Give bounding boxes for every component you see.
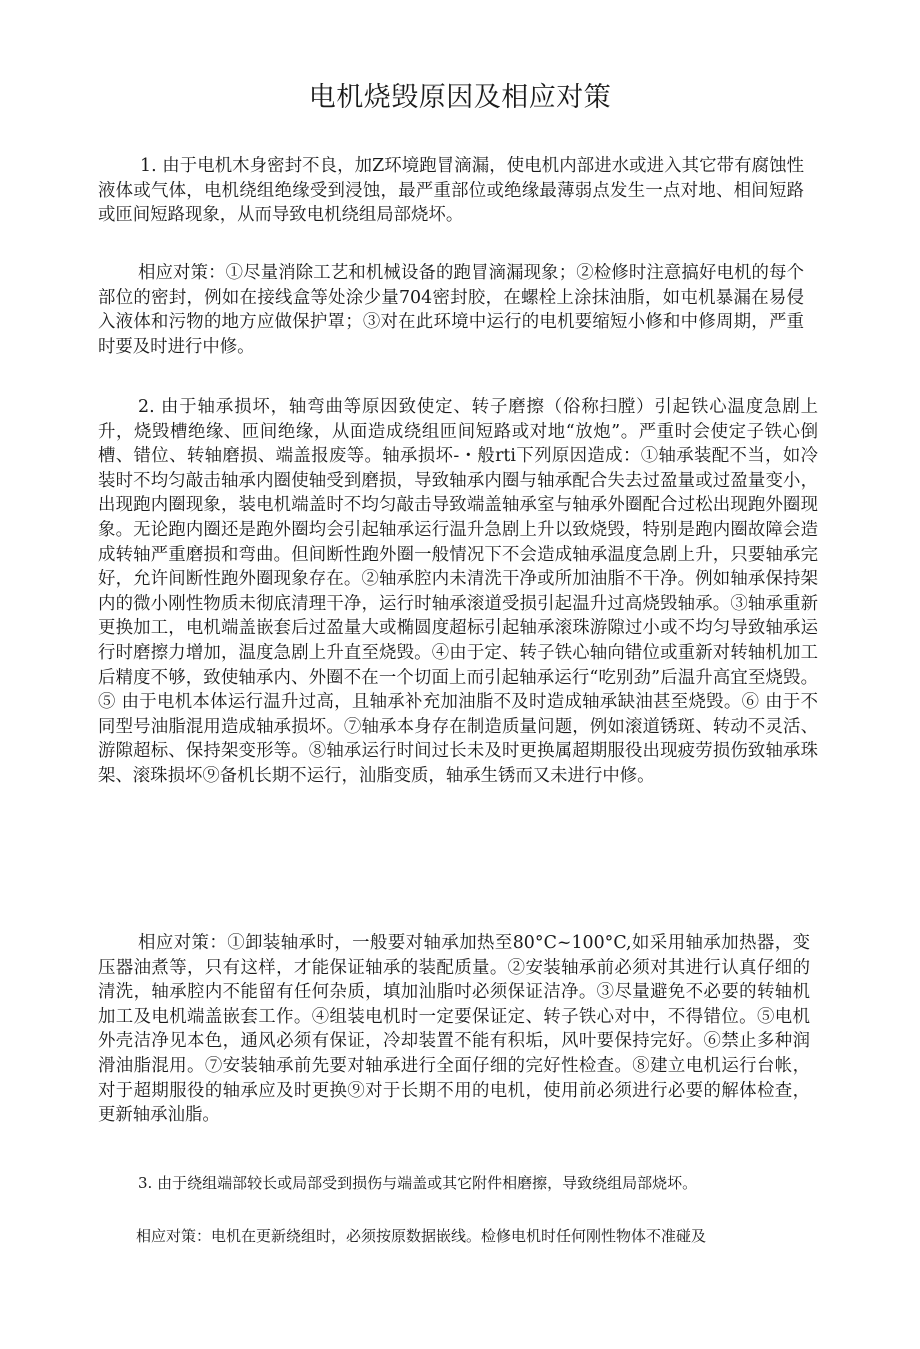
paragraph-countermeasure-2: 相应对策：①卸装轴承时，一般要对轴承加热至80°C~100°C,如采用轴承加热器，变压器油煮等，只有这样，才能保证轴承的装配质量。②安装轴承前必须对其进行认真仔细的清洗，轴承腔内不能留有任何杂质，填加汕脂吋必须保证洁净。③尽量避免不必要的转轴机加工及电机端盖嵌套工作。④组装电机时一定要保证定、转子铁心对中，不得错位。⑤电机外壳洁净见本色，通风必须有保证，冷却装置不能有积垢，风叶要保持完好。⑥禁止多种润滑油脂混用。⑦安装轴承前先要对轴承进行全面仔细的完好性检查。⑧建立电机运行台帐，对于超期服役的轴承应及时更换⑨对于长期不用的电机，使用前必须进行必要的解体检查，更新轴承汕脂。 xyxy=(98,933,810,1126)
paragraph-cause-1: 1. 由于电机木身密封不良，加Z环境跑冒滴漏，使电机内部进水或进入其它带有腐蚀性液体或气体，电机绕组绝缘受到浸蚀，最严重部位或绝缘最薄弱点发生一点对地、相间短路或匝间短路现象，从而导致电机绕组局部烧坏。 xyxy=(98,156,804,226)
paragraph-countermeasure-1: 相应对策：①尽量消除工艺和机械设备的跑冒滴漏现象；②检修时注意搞好电机的每个部位的密封，例如在接线盒等处涂少量704密封胶，在螺栓上涂抹油脂，如屯机暴漏在易侵入液体和污物的地方应做保护罩；③对在此环境中运行的电机要缩短小修和中修周期，严重时要及时进行中修。 xyxy=(98,263,804,357)
paragraph-countermeasure-3: 相应对策：电机在更新绕组时，必须按原数据嵌线。检修电机时任何刚性物体不准碰及 xyxy=(136,1227,707,1245)
paragraph-cause-3: 3. 由于绕组端部较长或局部受到损伤与端盖或其它附件相磨擦，导致绕组局部烧坏。 xyxy=(138,1174,698,1192)
document-title: 电机烧毁原因及相应对策 xyxy=(308,82,612,113)
paragraph-cause-2: 2. 由于轴承损坏，轴弯曲等原因致使定、转子磨擦（俗称扫膛）引起铁心温度急剧上升，烧毁槽绝缘、匝间绝缘，从面造成绕组匝间短路或对地“放炮”。严重时会使定子铁心倒槽、错位、转轴磨损、端盖报废等。轴承损坏-・般rti下列原因造成：①轴承装配不当，如冷装时不均匀敲击轴承内圈使轴受到磨损，导致轴承内圈与轴承配合失去过盈量或过盈量变小，出现跑内圈现象，装电机端盖时不均匀敲击导致端盖轴承室与轴承外圈配合过松出现跑外圈现象。无论跑内圈还是跑外圈均会引起轴承运行温升急剧上升以致烧毁，特别是跑内圈故障会造成转轴严重磨损和弯曲。但间断性跑外圈一般情况下不会造成轴承温度急剧上升，只要轴承完好，允许间断性跑外圈现象存在。②轴承腔内未清洗干净或所加油脂不干净。例如轴承保持架内的微小刚性物质未彻底清理干净，运行时轴承滚道受损引起温升过高烧毁轴承。③轴承重新更换加工，电机端盖嵌套后过盈量大或椭圆度超标引起轴承滚珠游隙过小或不均匀导致轴承运行时磨擦力增加，温度急剧上升直至烧毁。④由于定、转子铁心轴向错位或重新对转轴机加工后精度不够，致使轴承内、外圈不在一个切面上而引起轴承运行“吃别劲”后温升高宜至烧毁。⑤ 由于电机本体运行温升过高，且轴承补充加油脂不及时造成轴承缺油甚至烧毁。⑥ 由于不同型号油脂混用造成轴承损坏。⑦轴承本身存在制造质量问题，例如滚道锈斑、转动不灵活、游隙超标、保持架变形等。⑧轴承运行时间过长未及时更换属超期服役出现疲劳损伤致轴承珠架、滚珠损坏⑨备机长期不运行，汕脂变质，轴承生锈而又未进行中修。 xyxy=(98,397,818,786)
